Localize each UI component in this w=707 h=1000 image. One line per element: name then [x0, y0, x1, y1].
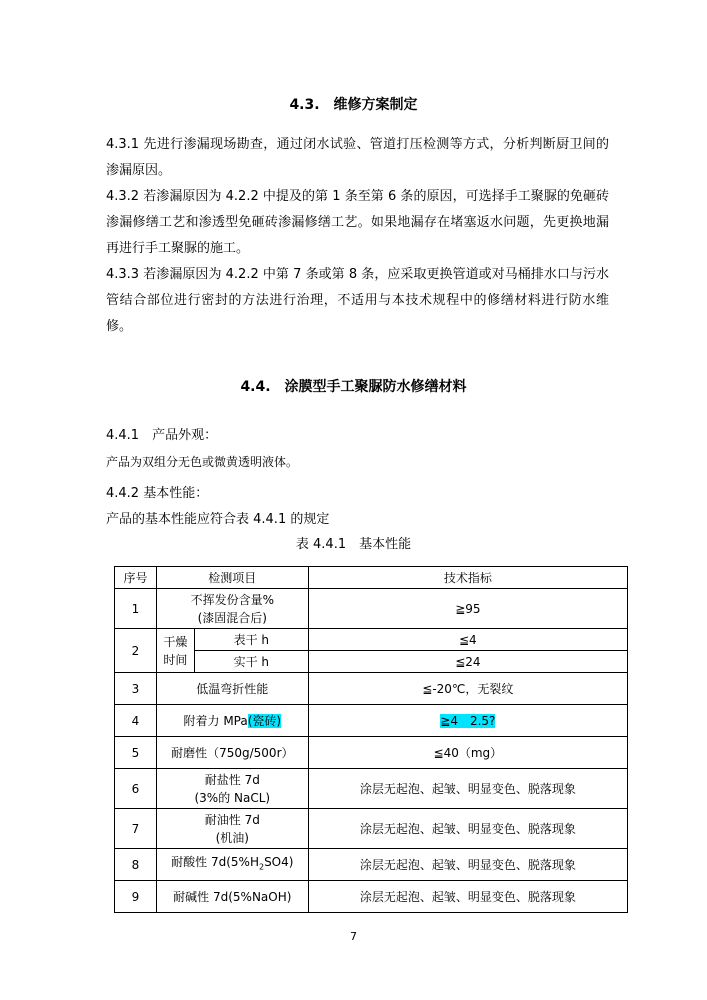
row-no: 9: [115, 881, 157, 913]
row-group-line: 时间: [163, 652, 188, 667]
subsection-4-4-1-text: 产品为双组分无色或微黄透明液体。: [106, 455, 299, 469]
row-item-text: SO4): [264, 854, 294, 869]
row-subitem: 表干 h: [194, 629, 308, 651]
section-4-4-heading: 4.4. 涂膜型手工聚脲防水修缮材料: [240, 379, 467, 395]
row-item: 耐碱性 7d(5%NaOH): [156, 881, 308, 913]
subsection-4-4-2-title: 4.4.2 基本性能：: [106, 486, 209, 501]
row-item: [156, 849, 308, 881]
row-no: 4: [115, 705, 157, 737]
row-item-line: 耐盐性 7d: [204, 772, 260, 787]
row-item-line: (机油): [215, 830, 249, 845]
highlighted-text: (瓷砖): [247, 713, 282, 728]
row-no: 2: [115, 629, 157, 673]
para-4-3-3: 4.3.3 若渗漏原因为 4.2.2 中第 7 条或第 8 条，应采取更换管道或对马桶排水口与污水管结合部位进行密封的方法进行治理，不适用与本技术规程中的修缮材料进行防水维修。: [106, 267, 609, 334]
row-spec: 涂层无起泡、起皱、明显变色、脱落现象: [308, 809, 627, 849]
para-4-3-2: 4.3.2 若渗漏原因为 4.2.2 中提及的第 1 条至第 6 条的原因，可选择手工聚脲的免砸砖渗漏修缮工艺和渗透型免砸砖渗漏修缮工艺。如果地漏存在堵塞返水问题，先更换地漏再进行手工聚脲的施工。: [106, 189, 609, 256]
row-no: 8: [115, 849, 157, 881]
row-item-subscript: 2: [258, 862, 265, 872]
table-row: [115, 737, 628, 769]
row-group-line: 干燥: [163, 634, 188, 649]
header-no: 序号: [115, 567, 157, 589]
row-spec: ≦4: [308, 629, 627, 651]
row-no: 5: [115, 737, 157, 769]
row-spec: ≦40（mg）: [308, 737, 627, 769]
row-spec: 涂层无起泡、起皱、明显变色、脱落现象: [308, 769, 627, 809]
row-item-line: 耐油性 7d: [204, 812, 260, 827]
row-no: 3: [115, 673, 157, 705]
header-spec: 技术指标: [308, 567, 627, 589]
table-row: [115, 673, 628, 705]
table-row: [115, 705, 628, 737]
subsection-4-4-2-text: 产品的基本性能应符合表 4.4.1 的规定: [106, 512, 330, 527]
highlighted-text: ≧4 2.5?: [440, 713, 496, 728]
row-item: 耐磨性（750g/500r）: [156, 737, 308, 769]
performance-table: [114, 566, 628, 913]
row-item: [156, 809, 308, 849]
row-item: [156, 589, 308, 629]
row-group: [156, 629, 194, 673]
row-item-line: (3%的 NaCL): [194, 790, 271, 805]
row-spec: ≦-20℃，无裂纹: [308, 673, 627, 705]
row-item: 低温弯折性能: [156, 673, 308, 705]
row-item-text: 耐酸性 7d(5%H: [171, 854, 259, 869]
row-spec: ≦24: [308, 651, 627, 673]
row-item: [156, 705, 308, 737]
header-item: 检测项目: [156, 567, 308, 589]
table-caption: 表 4.4.1 基本性能: [295, 537, 412, 552]
table-header-row: [115, 567, 628, 589]
row-spec: [308, 705, 627, 737]
row-item-line: (漆固混合后): [197, 610, 267, 625]
row-spec: ≧95: [308, 589, 627, 629]
para-4-3-1: 4.3.1 先进行渗漏现场勘查，通过闭水试验、管道打压检测等方式，分析判断厨卫间的渗漏原因。: [106, 137, 609, 178]
row-no: 7: [115, 809, 157, 849]
table-row: [115, 881, 628, 913]
row-subitem: 实干 h: [194, 651, 308, 673]
row-spec: 涂层无起泡、起皱、明显变色、脱落现象: [308, 849, 627, 881]
row-item: [156, 769, 308, 809]
row-spec: 涂层无起泡、起皱、明显变色、脱落现象: [308, 881, 627, 913]
table-row: [115, 629, 628, 651]
section-4-3-heading: 4.3. 维修方案制定: [289, 97, 418, 113]
table-row: [115, 849, 628, 881]
row-item-text: 附着力 MPa: [183, 713, 248, 728]
table-row: [115, 769, 628, 809]
page-number: 7: [350, 930, 357, 943]
subsection-4-4-1-title: 4.4.1 产品外观：: [106, 428, 218, 443]
table-row: [115, 809, 628, 849]
row-no: 1: [115, 589, 157, 629]
row-no: 6: [115, 769, 157, 809]
table-row: [115, 589, 628, 629]
row-item-line: 不挥发份含量%: [190, 592, 274, 607]
